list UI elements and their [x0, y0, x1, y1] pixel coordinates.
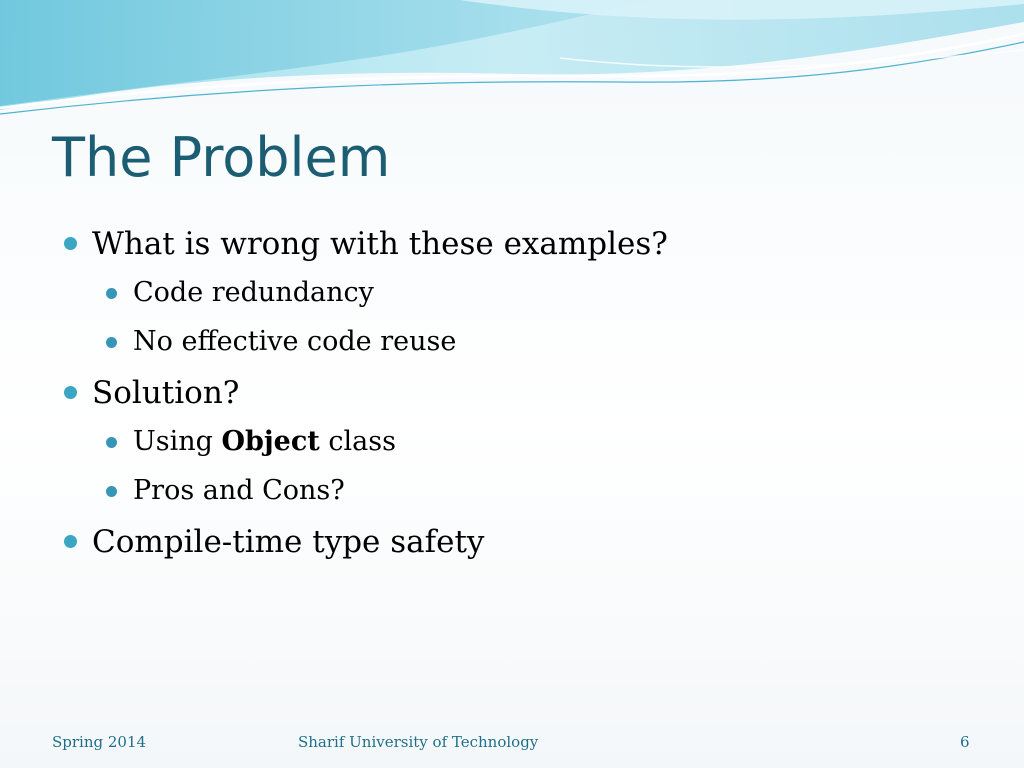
sub-bullet-text: No effective code reuse: [133, 326, 457, 357]
bullet-text: Compile-time type safety: [92, 524, 485, 560]
decorative-wave-header: [0, 0, 1024, 120]
sub-bullet-dot-icon: [106, 288, 117, 299]
sub-bullet-item: [106, 420, 964, 464]
sub-bullet-text-after: class: [319, 426, 396, 457]
sub-bullet-item: [106, 469, 964, 513]
sub-bullet-dot-icon: [106, 337, 117, 348]
bullet-dot-icon: [64, 386, 77, 399]
bullet-item: [64, 371, 964, 415]
sub-bullet-text-bold: Object: [221, 426, 320, 457]
bullet-item: [64, 222, 964, 266]
sub-bullet-item: [106, 271, 964, 315]
footer-date: Spring 2014: [52, 733, 147, 751]
bullet-item: [64, 520, 964, 564]
bullet-dot-icon: [64, 535, 77, 548]
bullet-list: [64, 222, 964, 564]
bullet-text: What is wrong with these examples?: [92, 226, 668, 262]
sub-bullet-text: Code redundancy: [133, 277, 374, 308]
footer-page-number: 6: [960, 733, 970, 751]
sub-bullet-dot-icon: [106, 437, 117, 448]
sub-bullet-item: [106, 320, 964, 364]
footer-institution: Sharif University of Technology: [298, 733, 539, 751]
sub-bullet-dot-icon: [106, 486, 117, 497]
sub-bullet-text: Pros and Cons?: [133, 475, 345, 506]
bullet-dot-icon: [64, 237, 77, 250]
sub-bullet-text-before: Using: [133, 426, 222, 457]
bullet-text: Solution?: [92, 375, 240, 411]
slide-title: The Problem: [52, 126, 391, 189]
